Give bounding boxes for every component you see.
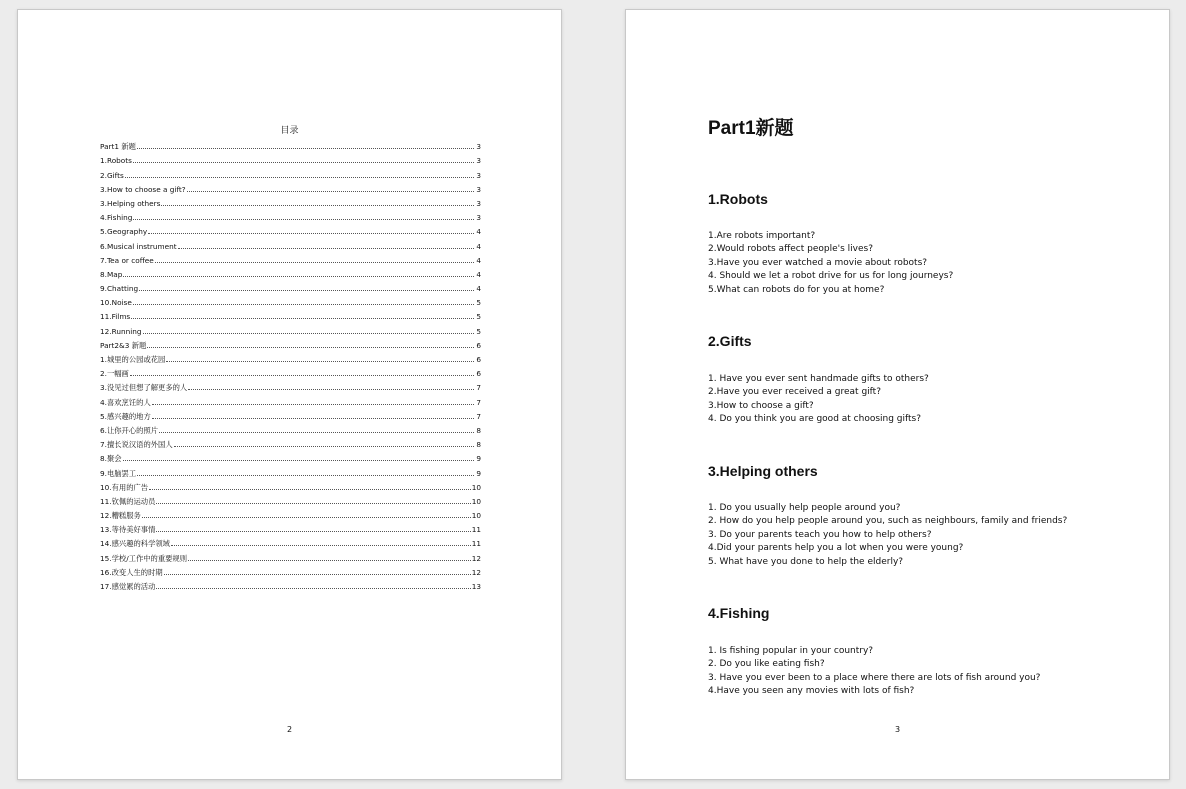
toc-dot-leader	[137, 474, 474, 476]
document-page-3	[625, 9, 1170, 780]
question-item: 4. Do you think you are good at choosing gifts?	[708, 414, 922, 425]
question-item: 1. Have you ever sent handmade gifts to others?	[708, 374, 929, 384]
toc-entry[interactable]	[100, 548, 481, 562]
toc-entry[interactable]	[100, 251, 481, 265]
toc-entry[interactable]	[100, 265, 481, 279]
toc-entry-page: 6	[476, 369, 481, 379]
toc-dot-leader	[152, 403, 474, 405]
page-number: 3	[894, 725, 901, 734]
toc-entry[interactable]	[100, 421, 481, 435]
question-item: 1. Do you usually help people around you?	[708, 503, 901, 513]
toc-entry-text: 8.聚会	[100, 454, 122, 464]
question-item: 4.Have you seen any movies with lots of fish?	[708, 686, 915, 697]
toc-entry-page: 8	[476, 440, 481, 450]
toc-entry-page: 10	[471, 482, 481, 492]
question-item: 1. Is fishing popular in your country?	[708, 646, 874, 656]
toc-dot-leader	[143, 332, 474, 334]
toc-entry[interactable]	[100, 520, 481, 534]
toc-entry-page: 10	[471, 511, 481, 521]
toc-dot-leader	[133, 218, 474, 220]
toc-entry[interactable]	[100, 321, 481, 335]
toc-entry-text: 12.糟糕服务	[100, 511, 141, 521]
toc-entry-page: 13	[471, 582, 481, 591]
question-item: 4.Did your parents help you a lot when you were young?	[708, 543, 964, 554]
toc-entry-text: 6.Musical instrument	[100, 241, 177, 251]
toc-entry[interactable]	[100, 478, 481, 492]
toc-dot-leader	[123, 459, 474, 461]
toc-dot-leader	[188, 388, 474, 390]
toc-entry-text: 7.Tea or coffee	[100, 255, 154, 265]
toc-entry-text: 4.喜欢烹饪的人	[100, 397, 151, 407]
toc-dot-leader	[142, 516, 471, 518]
toc-entry[interactable]	[100, 180, 481, 194]
toc-entry[interactable]	[100, 378, 481, 392]
toc-entry-page: 8	[476, 425, 481, 435]
toc-entry-text: 2.Gifts	[100, 170, 124, 180]
toc-entry[interactable]	[100, 463, 481, 477]
toc-entry[interactable]	[100, 293, 481, 307]
question-item: 4. Should we let a robot drive for us for long journeys?	[708, 271, 954, 282]
question-item: 5. What have you done to help the elderly?	[708, 556, 904, 567]
toc-entry-text: 12.Running	[100, 326, 142, 336]
toc-entry-page: 4	[476, 269, 481, 279]
section-heading-fishing: 4.Fishing	[708, 605, 770, 621]
toc-entry-text: 6.让你开心的照片	[100, 425, 159, 435]
question-item: 3. Do your parents teach you how to help others?	[708, 529, 932, 540]
toc-entry[interactable]	[100, 449, 481, 463]
toc-entry-page: 11	[471, 525, 481, 535]
toc-entry-text: 16.改变人生的时期	[100, 567, 163, 577]
toc-entry-text: 17.感觉累的活动	[100, 582, 156, 591]
toc-entry[interactable]	[100, 364, 481, 378]
toc-entry[interactable]	[100, 492, 481, 506]
toc-entry-page: 3	[476, 213, 481, 223]
toc-dot-leader	[164, 573, 471, 575]
toc-entry-text: 7.擅长说汉语的外国人	[100, 440, 173, 450]
toc-entry-text: 11.Films	[100, 312, 131, 322]
toc-entry-text: 2.一幅画	[100, 369, 129, 379]
toc-entry[interactable]	[100, 435, 481, 449]
toc-entry[interactable]	[100, 563, 481, 577]
toc-entry-text: 10.有用的广告	[100, 482, 149, 492]
toc-entry[interactable]	[100, 222, 481, 236]
toc-entry[interactable]	[100, 534, 481, 548]
toc-dot-leader	[156, 587, 470, 589]
question-list-helping-others	[708, 502, 1148, 569]
toc-entry-page: 12	[471, 567, 481, 577]
toc-dot-leader	[125, 176, 474, 178]
toc-entry-page: 3	[476, 156, 481, 166]
toc-dot-leader	[178, 247, 474, 249]
page-number: 2	[286, 725, 293, 734]
toc-entry-text: 5.感兴趣的地方	[100, 411, 151, 421]
question-list-robots	[708, 230, 1148, 297]
toc-entry[interactable]	[100, 506, 481, 520]
toc-dot-leader	[133, 303, 474, 305]
toc-dot-leader	[148, 232, 474, 234]
toc-entry-page: 5	[476, 298, 481, 308]
question-item: 3. Have you ever been to a place where there are lots of fish around you?	[708, 672, 1041, 683]
toc-entry-page: 4	[476, 284, 481, 294]
toc-dot-leader	[159, 431, 474, 433]
question-item: 3.Have you ever watched a movie about robots?	[708, 257, 928, 268]
toc-entry-text: 3.How to choose a gift?	[100, 184, 186, 194]
question-list-fishing	[708, 645, 1148, 699]
toc-entry[interactable]	[100, 307, 481, 321]
toc-entry-page: 7	[476, 397, 481, 407]
toc-dot-leader	[156, 530, 470, 532]
toc-entry-page: 10	[471, 496, 481, 506]
toc-entry-text: 13.等待美好事情	[100, 525, 156, 535]
document-page-2	[17, 9, 562, 780]
toc-entry-text: 3.Helping others	[100, 198, 161, 208]
toc-dot-leader	[130, 374, 474, 376]
toc-dot-leader	[171, 544, 471, 546]
toc-entry-page: 5	[476, 326, 481, 336]
toc-dot-leader	[133, 161, 474, 163]
toc-entry-page: 3	[476, 184, 481, 194]
section-heading-robots: 1.Robots	[708, 191, 768, 207]
toc-entry[interactable]	[100, 350, 481, 364]
toc-entry-page: 3	[476, 170, 481, 180]
toc-entry[interactable]	[100, 279, 481, 293]
toc-dot-leader	[174, 445, 474, 447]
toc-entry-page: 7	[476, 383, 481, 393]
toc-entry-page: 4	[476, 227, 481, 237]
toc-entry[interactable]	[100, 194, 481, 208]
question-item: 2.Would robots affect people's lives?	[708, 244, 874, 255]
question-item: 2.Have you ever received a great gift?	[708, 387, 881, 398]
toc-entry-page: 3	[476, 198, 481, 208]
toc-entry[interactable]	[100, 336, 481, 350]
toc-entry-page: 11	[471, 539, 481, 549]
toc-entry-text: 15.学校/工作中的重要规则	[100, 553, 188, 563]
toc-entry-page: 9	[476, 468, 481, 478]
toc-dot-leader	[123, 275, 474, 277]
toc-entry-page: 3	[476, 142, 481, 152]
question-item: 1.Are robots important?	[708, 231, 816, 241]
toc-entry[interactable]	[100, 151, 481, 165]
toc-dot-leader	[149, 488, 471, 490]
toc-entry-text: 1.城里的公园或花园	[100, 355, 166, 364]
toc-entry-text: Part2&3 新题	[100, 340, 147, 350]
toc-dot-leader	[156, 502, 470, 504]
toc-entry-page: 6	[476, 355, 481, 364]
toc-entry-text: Part1 新题	[100, 142, 136, 152]
toc-entry-text: 11.钦佩的运动员	[100, 496, 156, 506]
toc-dot-leader	[152, 417, 474, 419]
toc-dot-leader	[131, 317, 474, 319]
toc-dot-leader	[147, 346, 474, 348]
question-item: 5.What can robots do for you at home?	[708, 284, 885, 295]
part-heading: Part1新题	[708, 118, 794, 139]
toc-entry-page: 4	[476, 241, 481, 251]
toc-entry-text: 5.Geography	[100, 227, 148, 237]
toc-entry-page: 9	[476, 454, 481, 464]
question-item: 2. How do you help people around you, such as neighbours, family and friends?	[708, 516, 1068, 527]
toc-entry[interactable]	[100, 392, 481, 406]
question-list-gifts	[708, 373, 1148, 427]
toc-entry-text: 9.Chatting	[100, 284, 139, 294]
question-item: 3.How to choose a gift?	[708, 400, 814, 411]
toc-entry[interactable]	[100, 577, 481, 591]
toc-entry-page: 4	[476, 255, 481, 265]
toc-dot-leader	[188, 559, 471, 561]
toc-entry-text: 1.Robots	[100, 156, 132, 166]
table-of-contents	[100, 137, 481, 591]
toc-dot-leader	[155, 261, 474, 263]
toc-entry[interactable]	[100, 236, 481, 250]
toc-entry-text: 14.感兴趣的科学领域	[100, 539, 170, 549]
section-heading-helping-others: 3.Helping others	[708, 463, 818, 479]
toc-entry-text: 4.Fishing	[100, 213, 133, 223]
toc-entry-text: 9.电脑罢工	[100, 468, 137, 478]
toc-entry-text: 10.Noise	[100, 298, 132, 308]
toc-entry-text: 3.没见过但想了解更多的人	[100, 383, 188, 393]
toc-entry[interactable]	[100, 407, 481, 421]
toc-entry-page: 6	[476, 340, 481, 350]
toc-entry[interactable]	[100, 137, 481, 151]
toc-dot-leader	[137, 147, 474, 149]
toc-dot-leader	[166, 360, 474, 362]
toc-entry-page: 7	[476, 411, 481, 421]
toc-entry[interactable]	[100, 208, 481, 222]
toc-entry-text: 8.Map	[100, 269, 123, 279]
toc-title: 目录	[280, 126, 299, 136]
toc-dot-leader	[139, 289, 474, 291]
section-heading-gifts: 2.Gifts	[708, 333, 752, 349]
toc-entry-page: 12	[471, 553, 481, 563]
toc-entry[interactable]	[100, 165, 481, 179]
question-item: 2. Do you like eating fish?	[708, 659, 825, 670]
toc-dot-leader	[161, 204, 474, 206]
toc-entry-page: 5	[476, 312, 481, 322]
toc-dot-leader	[187, 190, 474, 192]
